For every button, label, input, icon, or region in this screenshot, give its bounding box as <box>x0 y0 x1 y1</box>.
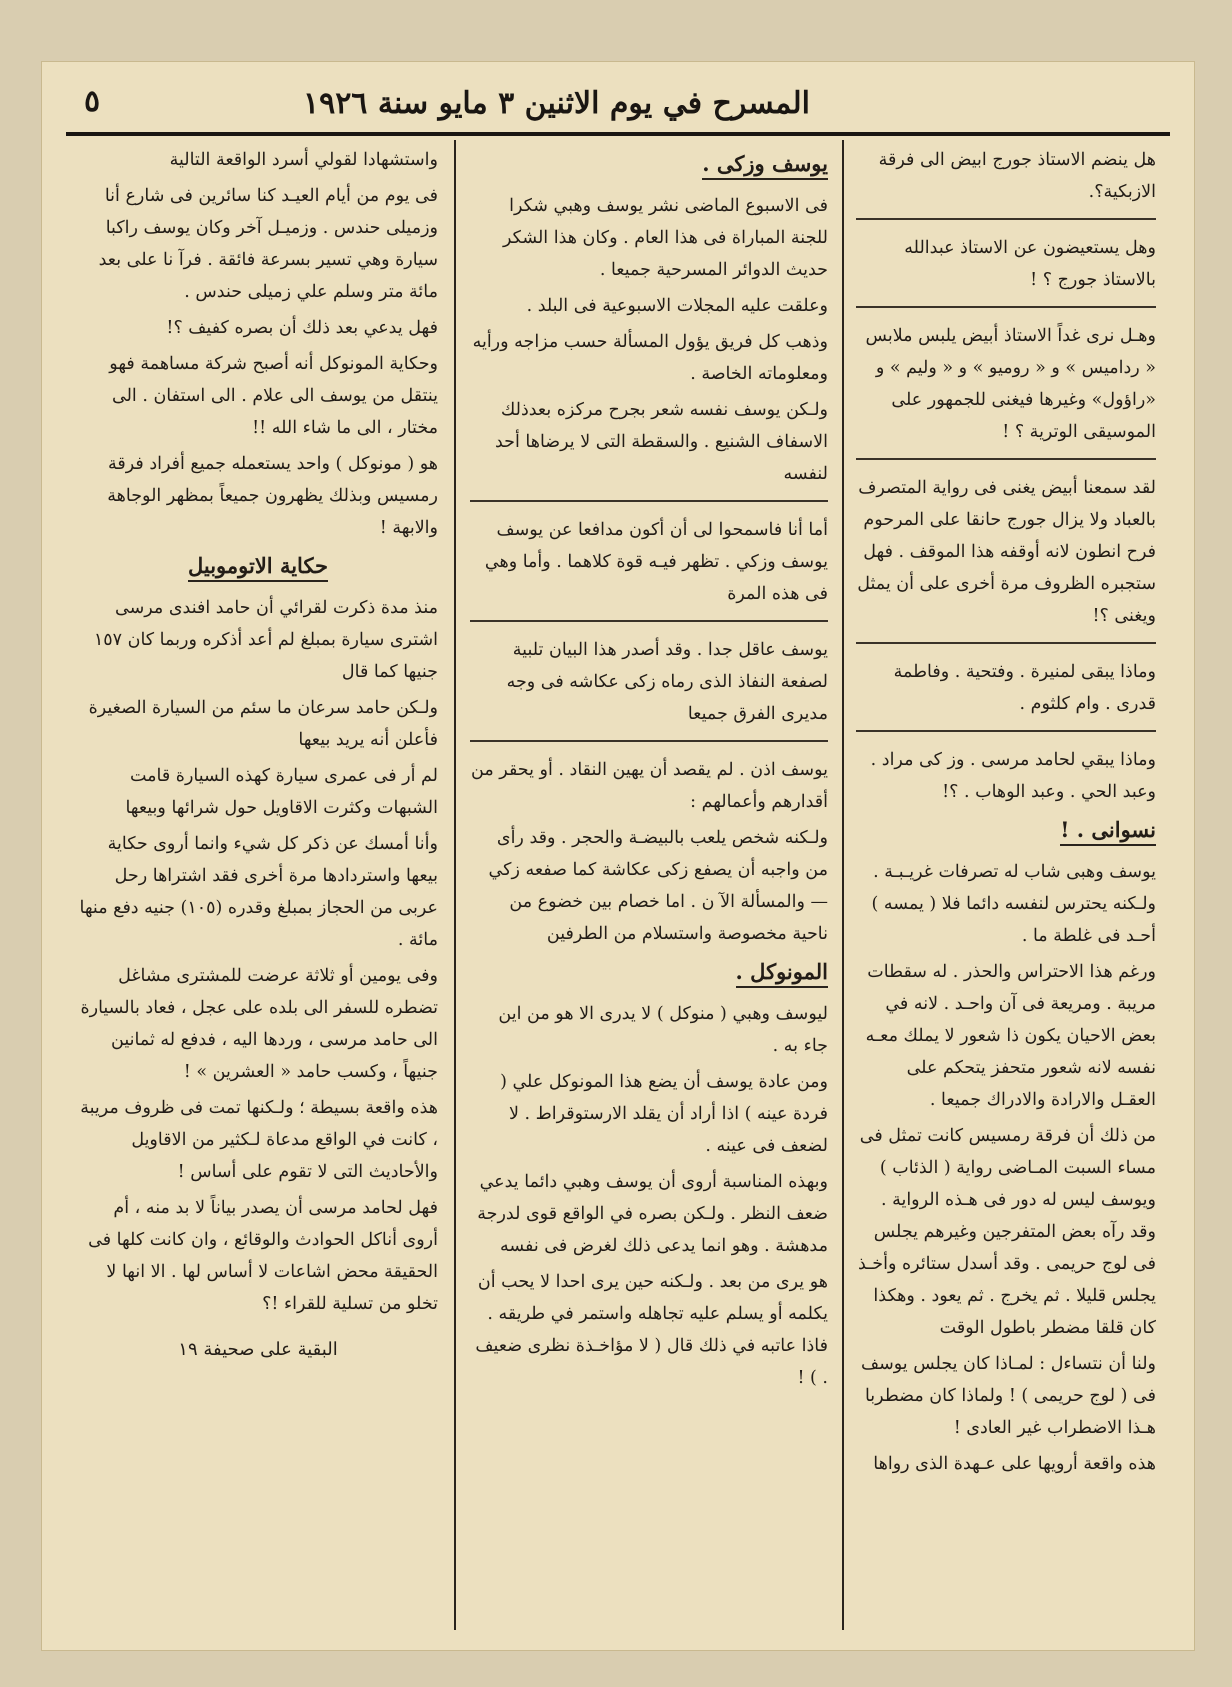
section-heading: حكاية الاتوموبيل <box>78 548 438 584</box>
column-divider <box>842 140 844 1630</box>
paragraph: وحكاية المونوكل أنه أصبح شركة مساهمة فهو ينتقل من يوسف الى علام . الى استفان . الى مختار ، الى ما شاء الله !! <box>109 354 438 438</box>
paragraph: هو ( مونوكل ) واحد يستعمله جميع أفراد فرقة رمسيس وبذلك يظهرون جميعاً بمظهر الوجاهة والابهة ! <box>107 454 438 538</box>
separator <box>470 500 828 502</box>
paragraph: ليوسف وهبي ( منوكل ) لا يدرى الا هو من اين جاء به . <box>498 1004 828 1056</box>
page-number: ٥ <box>84 84 101 119</box>
separator <box>470 740 828 742</box>
paragraph: وفى يومين أو ثلاثة عرضت للمشترى مشاغل تضطره للسفر الى بلده على عجل ، فعاد بالسيارة الى حامد مرسى ، وردها اليه ، فدفع له ثمانين جنيهاً ، وكسب حامد « العشرين » ! <box>80 966 438 1082</box>
paragraph: وعلقت عليه المجلات الاسبوعية فى البلد . <box>526 296 828 316</box>
paragraph: وهل يستعيضون عن الاستاذ عبدالله بالاستاذ جورج ؟ ! <box>904 238 1156 290</box>
section-heading: يوسف وزكى . <box>470 146 828 182</box>
paragraph: هذه واقعة أرويها على عـهدة الذى رواها <box>873 1454 1156 1474</box>
separator <box>856 306 1156 308</box>
paragraph: فى الاسبوع الماضى نشر يوسف وهبي شكرا للجنة المباراة فى هذا العام . وكان هذا الشكر حديث الدوائر المسرحية جميعا . <box>503 196 828 280</box>
separator <box>856 730 1156 732</box>
separator <box>856 458 1156 460</box>
paragraph: وذهب كل فريق يؤول المسألة حسب مزاجه ورأيه ومعلوماته الخاصة . <box>472 332 828 384</box>
paragraph: لقد سمعنا أبيض يغنى فى رواية المتصرف بالعباد ولا يزال جورج حانقا على المرحوم فرح انطون لانه أوقفه هذا الموقف . فهل ستجبره الظروف مرة أخرى على أن يمثل ويغنى ؟! <box>857 478 1156 626</box>
paragraph: فى يوم من أيام العيـد كنا سائرين فى شارع أنا وزميلى حندس . وزميـل آخر وكان يوسف راكبا سيارة وهي تسير بسرعة فائقة . فرآ نا على بعد مائة متر وسلم علي زميلى حندس . <box>98 186 438 302</box>
column-left <box>78 144 438 1624</box>
paragraph: ومن عادة يوسف أن يضع هذا المونوكل علي ( فردة عينه ) اذا أراد أن يقلد الارستوقراط . لا لضعف فى عينه . <box>500 1072 828 1156</box>
paragraph: هل ينضم الاستاذ جورج ابيض الى فرقة الازبكية؟. <box>878 150 1156 202</box>
paragraph: ولـكنه شخص يلعب بالبيضـة والحجر . وقد رأى من واجبه أن يصفع زكى عكاشة كما صفعه زكي — والمسألة الآ ن . اما خصام بين خضوع من ناحية مخصوصة واستسلام من الطرفين <box>488 828 828 944</box>
paragraph: يوسف وهبى شاب له تصرفات غريـبـة . ولـكنه يحترس لنفسه دائما فلا ( يمسه ) أحـد فى غلطة ما . <box>871 862 1156 946</box>
paragraph: ورغم هذا الاحتراس والحذر . له سقطات مريبة . ومريعة فى آن واحـد . لانه في بعض الاحيان يكون ذا شعور لا يملك معـه نفسه لانه شعور متحفز يتحكم على العقـل والارادة والادراك جميعا . <box>865 962 1156 1110</box>
paragraph: ولنا أن نتساءل : لمـاذا كان يجلس يوسف فى ( لوج حريمى ) ! ولماذا كان مضطربا هـذا الاضطراب غير العادى ! <box>860 1354 1156 1438</box>
section-heading: المونوكل . <box>470 954 828 990</box>
paragraph: من ذلك أن فرقة رمسيس كانت تمثل فى مساء السبت المـاضى رواية ( الذئاب ) ويوسف ليس له دور فى هـذه الرواية . وقد رآه بعض المتفرجين وغيرهم يجلس فى لوج حريمى . وقد أسدل ستائره وأخـذ يجلس قليلا . ثم يخرج . ثم يعود . وهكذا كان قلقا مضطر باطول الوقت <box>857 1126 1156 1338</box>
continued-note: البقية على صحيفة ١٩ <box>178 1339 338 1360</box>
separator <box>470 620 828 622</box>
paragraph: هو يرى من بعد . ولـكنه حين يرى احدا لا يحب أن يكلمه أو يسلم عليه تجاهله واستمر في طريقه . فاذا عاتبه في ذلك قال ( لا مؤاخـذة نظرى ضعيف . ) ! <box>475 1272 828 1388</box>
paragraph: واستشهادا لقولي أسرد الواقعة التالية <box>169 150 438 170</box>
paragraph: فهل لحامد مرسى أن يصدر بياناً لا بد منه ، أم أروى أناكل الحوادث والوقائع ، وان كانت كلها فى الحقيقة محض اشاعات لا أساس لها . الا انها لا تخلو من تسلية للقراء !؟ <box>88 1198 438 1314</box>
separator <box>856 218 1156 220</box>
paragraph: وهـل نرى غداً الاستاذ أبيض يلبس ملابس « ردامیس » و « روميو » و « وليم » و «راؤول» وغيرها فيغنى للجمهور على الموسيقى الوترية ؟ ! <box>865 326 1156 442</box>
paragraph: فهل يدعي بعد ذلك أن بصره كفيف ؟! <box>166 318 438 338</box>
paragraph: لم أر فى عمرى سيارة كهذه السيارة قامت الشبهات وكثرت الاقاويل حول شرائها وبيعها <box>125 766 438 818</box>
paragraph: هذه واقعة بسيطة ؛ ولـكنها تمت فى ظروف مريبة ، كانت في الواقع مدعاة لـكثير من الاقاويل والأحاديث التى لا تقوم على أساس ! <box>80 1098 438 1182</box>
section-heading: نسوانى . ! <box>856 812 1156 848</box>
newspaper-page <box>42 62 1194 1650</box>
page-title: المسرح في يوم الاثنين ٣ مايو سنة ١٩٢٦ <box>302 86 810 121</box>
column-right <box>856 144 1156 1624</box>
paragraph: ولـكن يوسف نفسه شعر بجرح مركزه بعدذلك الاسفاف الشنيع . والسقطة التى لا يرضاها أحد لنفسه <box>494 400 828 484</box>
paragraph: منذ مدة ذكرت لقرائي أن حامد افندى مرسى اشترى سيارة بمبلغ لم أعد أذكره وربما كان ١٥٧ جنيها كما قال <box>93 598 438 682</box>
paragraph: وماذا يبقي لحامد مرسى . وز كى مراد . وعبد الحي . وعبد الوهاب . ؟! <box>870 750 1156 802</box>
paragraph: ولـكن حامد سرعان ما سئم من السيارة الصغيرة فأعلن أنه يريد بيعها <box>88 698 438 750</box>
column-middle <box>470 144 828 1624</box>
paragraph: يوسف اذن . لم يقصد أن يهين النقاد . أو يحقر من أقدارهم وأعمالهم : <box>471 760 828 812</box>
paragraph: أما أنا فاسمحوا لى أن أكون مدافعا عن يوسف يوسف وزكي . تظهر فيـه قوة كلاهما . وأما وهي فى هذه المرة <box>484 520 828 604</box>
separator <box>856 642 1156 644</box>
paragraph: يوسف عاقل جدا . وقد أصدر هذا البيان تلبية لصفعة النفاذ الذى رماه زكى عكاشه فى وجه مديرى الفرق جميعا <box>506 640 828 724</box>
paragraph: وماذا يبقى لمنيرة . وفتحية . وفاطمة قدرى . وام كلثوم . <box>893 662 1156 714</box>
column-divider <box>454 140 456 1630</box>
paragraph: وبهذه المناسبة أروى أن يوسف وهبي دائما يدعي ضعف النظر . ولـكن بصره في الواقع قوى لدرجة مدهشة . وهو انما يدعى ذلك لغرض فى نفسه <box>477 1172 828 1256</box>
page-header <box>66 80 1170 136</box>
paragraph: وأنا أمسك عن ذكر كل شيء وانما أروى حكاية بيعها واستردادها مرة أخرى فقد اشتراها رحل عربى من الحجاز بمبلغ وقدره (١٠٥) جنيه دفع منها مائة . <box>79 834 438 950</box>
